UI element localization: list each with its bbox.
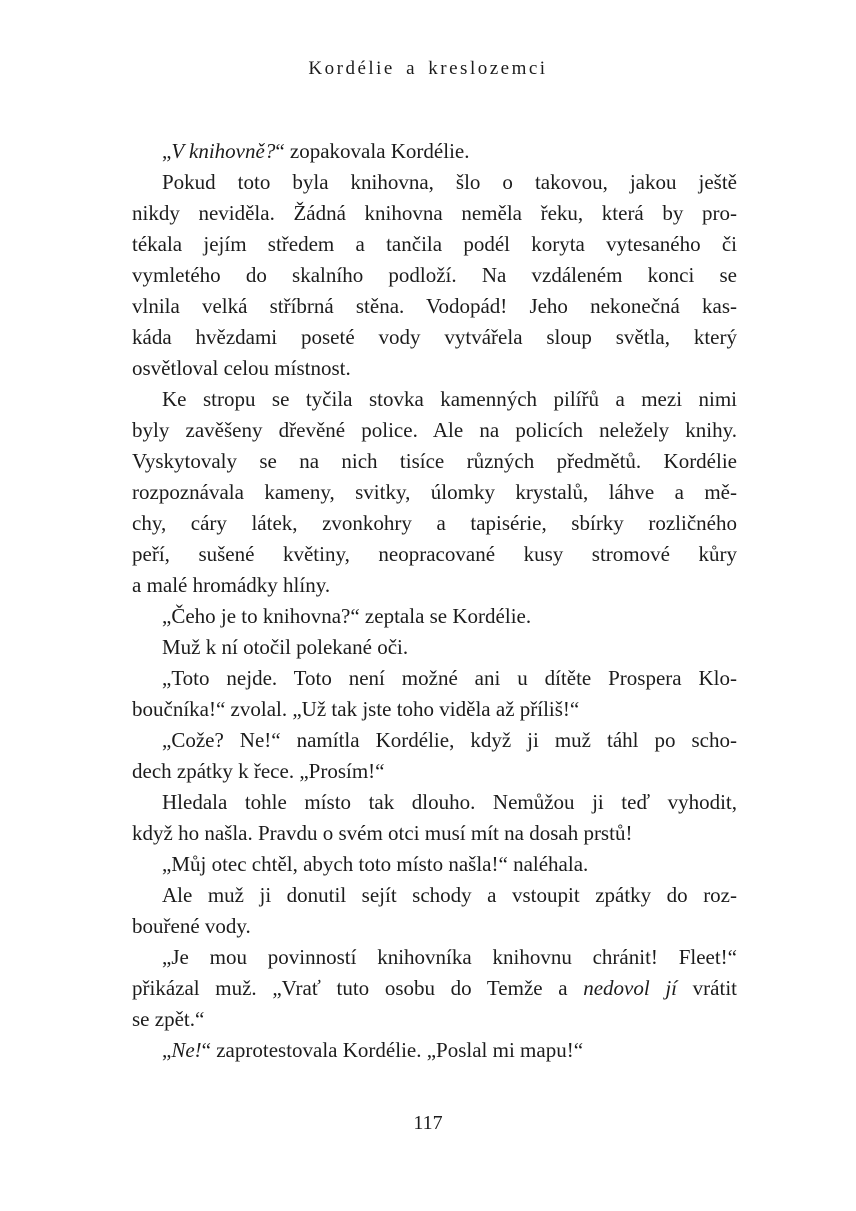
- text-segment: Hledala tohle místo tak dlouho. Nemůžou ji teď vyhodit,: [162, 790, 737, 814]
- italic-text: nedovol jí: [583, 976, 678, 1000]
- text-line: [132, 446, 737, 477]
- text-segment: se zpět.“: [132, 1007, 205, 1031]
- running-head: Kordélie a kreslozemci: [308, 58, 548, 79]
- text-line: [132, 167, 737, 198]
- text-segment: bouřené vody.: [132, 914, 251, 938]
- text-segment: přikázal muž. „Vrať tuto osobu do Temže a: [132, 976, 584, 1000]
- text-segment: byly zavěšeny dřevěné police. Ale na policích neležely knihy.: [132, 418, 737, 442]
- text-line: [132, 198, 737, 229]
- text-segment: „Je mou povinností knihovníka knihovnu chránit! Fleet!“: [162, 945, 737, 969]
- text-segment: „: [162, 139, 172, 163]
- text-segment: “ zaprotestovala Kordélie. „Poslal mi mapu!“: [201, 1038, 584, 1062]
- text-line: [132, 942, 737, 973]
- paragraph: [132, 632, 737, 663]
- italic-text: V knihovně?: [171, 139, 276, 163]
- paragraph: [132, 725, 737, 787]
- text-line: [132, 818, 737, 849]
- text-line: [132, 787, 737, 818]
- text-line: [132, 136, 737, 167]
- text-segment: nikdy neviděla. Žádná knihovna neměla řeku, která by pro-: [132, 201, 737, 225]
- paragraph: [132, 880, 737, 942]
- text-segment: Pokud toto byla knihovna, šlo o takovou, jakou ještě: [162, 170, 737, 194]
- page-number: 117: [413, 1112, 443, 1134]
- text-line: [132, 1035, 737, 1066]
- text-segment: Ale muž ji donutil sejít schody a vstoupit zpátky do roz-: [162, 883, 737, 907]
- text-segment: rozpoznávala kameny, svitky, úlomky krystalů, láhve a mě-: [132, 480, 737, 504]
- text-segment: Ke stropu se tyčila stovka kamenných pilířů a mezi nimi: [162, 387, 737, 411]
- text-segment: vymletého do skalního podloží. Na vzdáleném konci se: [132, 263, 737, 287]
- paragraph: [132, 849, 737, 880]
- text-line: [132, 880, 737, 911]
- text-line: [132, 260, 737, 291]
- text-line: [132, 570, 737, 601]
- text-segment: Vyskytovaly se na nich tisíce různých předmětů. Kordélie: [132, 449, 737, 473]
- paragraph: [132, 384, 737, 601]
- text-segment: když ho našla. Pravdu o svém otci musí mít na dosah prstů!: [132, 821, 633, 845]
- paragraph: [132, 942, 737, 1035]
- text-line: [132, 973, 737, 1004]
- text-segment: „Cože? Ne!“ namítla Kordélie, když ji muž táhl po scho-: [162, 728, 737, 752]
- italic-text: Ne!: [171, 1038, 202, 1062]
- paragraph: [132, 136, 737, 167]
- page-body: [132, 136, 737, 1066]
- text-line: [132, 384, 737, 415]
- text-segment: „Toto nejde. Toto není možné ani u dítěte Prospera Klo-: [162, 666, 737, 690]
- text-segment: káda hvězdami poseté vody vytvářela sloup světla, který: [132, 325, 737, 349]
- text-segment: „Můj otec chtěl, abych toto místo našla!“ naléhala.: [162, 852, 589, 876]
- text-segment: a malé hromádky hlíny.: [132, 573, 331, 597]
- text-segment: vlnila velká stříbrná stěna. Vodopád! Jeho nekonečná kas-: [132, 294, 737, 318]
- text-segment: peří, sušené květiny, neopracované kusy stromové kůry: [132, 542, 737, 566]
- text-segment: dech zpátky k řece. „Prosím!“: [132, 759, 385, 783]
- text-segment: “ zopakovala Kordélie.: [275, 139, 470, 163]
- text-line: [132, 477, 737, 508]
- text-line: [132, 322, 737, 353]
- text-segment: osvětloval celou místnost.: [132, 356, 351, 380]
- text-line: [132, 911, 737, 942]
- text-line: [132, 291, 737, 322]
- text-segment: „: [162, 1038, 172, 1062]
- text-line: [132, 756, 737, 787]
- text-line: [132, 229, 737, 260]
- text-line: [132, 849, 737, 880]
- text-line: [132, 725, 737, 756]
- text-segment: „Čeho je to knihovna?“ zeptala se Kordélie.: [162, 604, 532, 628]
- text-line: [132, 353, 737, 384]
- text-line: [132, 694, 737, 725]
- paragraph: [132, 1035, 737, 1066]
- text-line: [132, 415, 737, 446]
- paragraph: [132, 167, 737, 384]
- paragraph: [132, 601, 737, 632]
- text-line: [132, 1004, 737, 1035]
- paragraph: [132, 787, 737, 849]
- text-line: [132, 663, 737, 694]
- text-segment: chy, cáry látek, zvonkohry a tapisérie, sbírky rozličného: [132, 511, 737, 535]
- text-segment: boučníka!“ zvolal. „Už tak jste toho viděla až příliš!“: [132, 697, 580, 721]
- text-line: [132, 539, 737, 570]
- paragraph: [132, 663, 737, 725]
- text-line: [132, 508, 737, 539]
- text-line: [132, 601, 737, 632]
- text-line: [132, 632, 737, 663]
- text-segment: tékala jejím středem a tančila podél koryta vytesaného či: [132, 232, 737, 256]
- text-segment: Muž k ní otočil polekané oči.: [162, 635, 409, 659]
- text-segment: vrátit: [677, 976, 738, 1000]
